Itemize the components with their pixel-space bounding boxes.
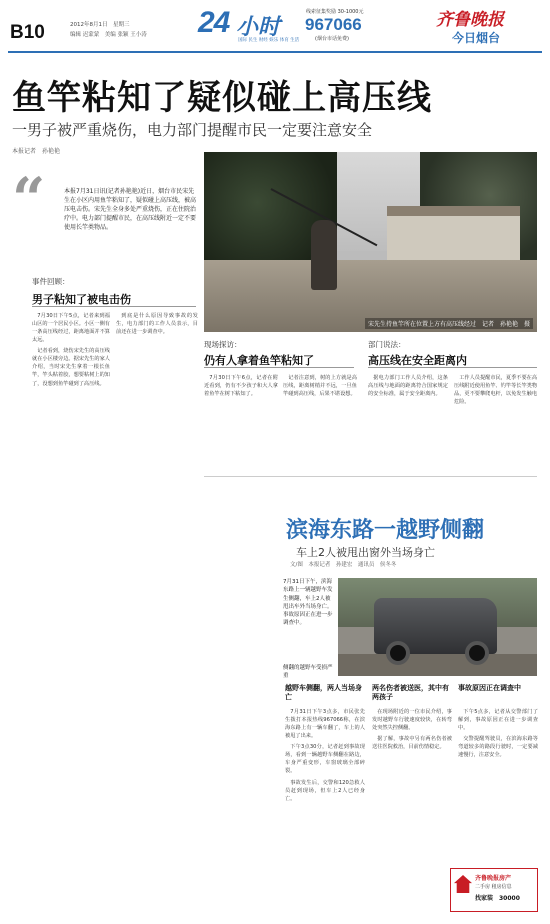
article-column bbox=[32, 312, 110, 462]
issue-date: 2012年8月1日 星期三 bbox=[70, 22, 130, 28]
second-byline: 文/图 本报记者 孙建宏 通讯员 侯冬冬 bbox=[290, 562, 397, 568]
house-icon bbox=[454, 875, 472, 893]
header-divider bbox=[8, 51, 542, 53]
hotline-label: 线索征集奖励 30-1000元 bbox=[306, 9, 364, 15]
main-lead: 本报7月31日讯(记者孙艳艳)近日，烟台市民宋先生在小区内用鱼竿粘知了，疑似碰上高压线，被高压电击伤。宋先生全身多处严重烧伤，正在住院治疗中。电力部门提醒市民，在高压线附近一定不要使用长竿类物品。 bbox=[64, 188, 197, 231]
crash-photo bbox=[338, 578, 537, 676]
newspaper-logo: 齐鲁晚报 bbox=[436, 10, 504, 30]
second-subheadline: 车上2人被甩出窗外当场身亡 bbox=[296, 546, 435, 559]
hotline-note: (烟台市话免费) bbox=[315, 36, 349, 42]
paragraph: 到底是什么原因导致事故的发生，电力部门的工作人员表示，目前还在进一步调查中。 bbox=[116, 313, 198, 336]
article-column bbox=[204, 374, 278, 466]
hotline-number: 967066 bbox=[305, 15, 362, 34]
section-logo-text: 小时 bbox=[236, 15, 281, 40]
paragraph: 据电力部门工作人员介绍，这条高压线与地面的距离符合国家规定的安全标准，属于安全距离内。 bbox=[368, 375, 448, 398]
paragraph: 记者看到，烧伤宋先生的高压线就在小区楼旁边。据宋先生的家人介绍，当时宋先生拿着一根长鱼竿，竿头粘着胶，想要粘树上的知了，没想到鱼竿碰到了高压线。 bbox=[32, 348, 110, 387]
paragraph: 7月31日下午3点多，市民张先生拨打本报热线967066称，在滨海东路上有一辆车翻了，车上的人被甩了出来。 bbox=[285, 709, 365, 740]
real-estate-ad[interactable] bbox=[450, 868, 538, 912]
main-photo bbox=[204, 152, 537, 332]
main-headline: 鱼竿粘知了疑似碰上高压线 bbox=[12, 78, 432, 118]
quote-mark-icon: “ bbox=[12, 165, 46, 233]
main-byline: 本报记者 孙艳艳 bbox=[12, 148, 61, 155]
section-tag: 事件回顾： bbox=[32, 277, 70, 286]
main-subheadline: 一男子被严重烧伤，电力部门提醒市民一定要注意安全 bbox=[12, 121, 373, 139]
section-title: 男子粘知了被电击伤 bbox=[32, 293, 131, 306]
main-photo-caption: 宋先生持鱼竿所在位置上方有高压线经过 记者 孙艳艳 摄 bbox=[365, 318, 533, 329]
ad-line: 齐鲁晚报房产 bbox=[475, 875, 512, 882]
second-headline: 滨海东路一越野侧翻 bbox=[286, 518, 485, 543]
editor-credits: 编辑 迟蒙蒙 美编 张颖 王小涛 bbox=[70, 32, 147, 38]
paragraph: 7月30日下午6点，记者在附近看到，仍有不少孩子和大人拿着鱼竿在树下粘知了。 bbox=[204, 375, 278, 398]
article-column bbox=[454, 374, 537, 466]
crash-photo-caption: 侧翻的越野车受损严重 bbox=[283, 665, 333, 680]
page-number: B10 bbox=[10, 22, 45, 43]
paragraph: 下午5点多，记者从交警部门了解到，事故原因正在进一步调查中。 bbox=[458, 709, 538, 732]
paragraph: 在现场附近的一位市民介绍，事发时越野车行驶速度较快，在转弯处突然失控侧翻。 bbox=[372, 709, 452, 732]
article-column bbox=[116, 312, 198, 462]
paragraph: 工作人员提醒市民，夏季不要在高压线附近使用鱼竿、钓竿等长竿类物品，更不要攀爬电杆，以免发生触电危险。 bbox=[454, 375, 537, 406]
second-lead: 7月31日下午，滨海东路上一辆越野车发生侧翻，车上2人被甩出车外当场身亡。事故原因正在进一步调查中。 bbox=[283, 579, 333, 627]
article-column bbox=[372, 708, 452, 912]
paragraph: 7月30日下午5点，记者来到福山区的一个居民小区。小区一侧有一条高压线经过，距离地面并不算太远。 bbox=[32, 313, 110, 344]
article-column bbox=[368, 374, 448, 466]
section-tag: 部门说法： bbox=[368, 340, 406, 349]
story-divider bbox=[204, 476, 537, 477]
section-title: 两名伤者被送医，其中有两孩子 bbox=[372, 684, 449, 702]
article-column bbox=[285, 708, 365, 912]
section-title: 仍有人拿着鱼竿粘知了 bbox=[204, 354, 314, 367]
section-rule bbox=[204, 367, 354, 368]
ad-line: 找家装 30000 bbox=[475, 895, 520, 902]
section-name: 今日烟台 bbox=[452, 31, 501, 45]
paragraph: 据了解，事故中另有两名伤者被送往医院救治，目前伤情稳定。 bbox=[372, 736, 452, 751]
article-column bbox=[458, 708, 538, 864]
paragraph: 下午3点30分，记者赶到事故现场，看到一辆越野车侧翻在路边，车身严重变形，车窗玻璃全部碎裂。 bbox=[285, 744, 365, 775]
section-title: 高压线在安全距离内 bbox=[368, 354, 467, 367]
paragraph: 事故发生后，交警和120急救人员赶到现场，但车上2人已经身亡。 bbox=[285, 779, 365, 802]
section-logo-subtitle: 国际 民生 财经 娱乐 体育 生活 bbox=[238, 38, 300, 43]
section-rule bbox=[368, 367, 537, 368]
ad-line: 二手房 租房信息 bbox=[475, 884, 512, 890]
section-rule bbox=[32, 306, 196, 307]
section-title: 越野车侧翻，两人当场身亡 bbox=[285, 684, 362, 702]
paragraph: 交警提醒驾驶员，在滨海东路等弯道较多的路段行驶时，一定要减速慢行，注意安全。 bbox=[458, 736, 538, 759]
paragraph: 记者注意到，树的上方就是高压线，距离树梢并不远，一旦鱼竿碰到高压线，后果不堪设想。 bbox=[283, 375, 357, 398]
section-logo-number: 24 bbox=[198, 6, 230, 39]
section-tag: 现场探访： bbox=[204, 340, 242, 349]
section-title: 事故原因正在调查中 bbox=[458, 684, 521, 692]
article-column bbox=[283, 374, 357, 466]
